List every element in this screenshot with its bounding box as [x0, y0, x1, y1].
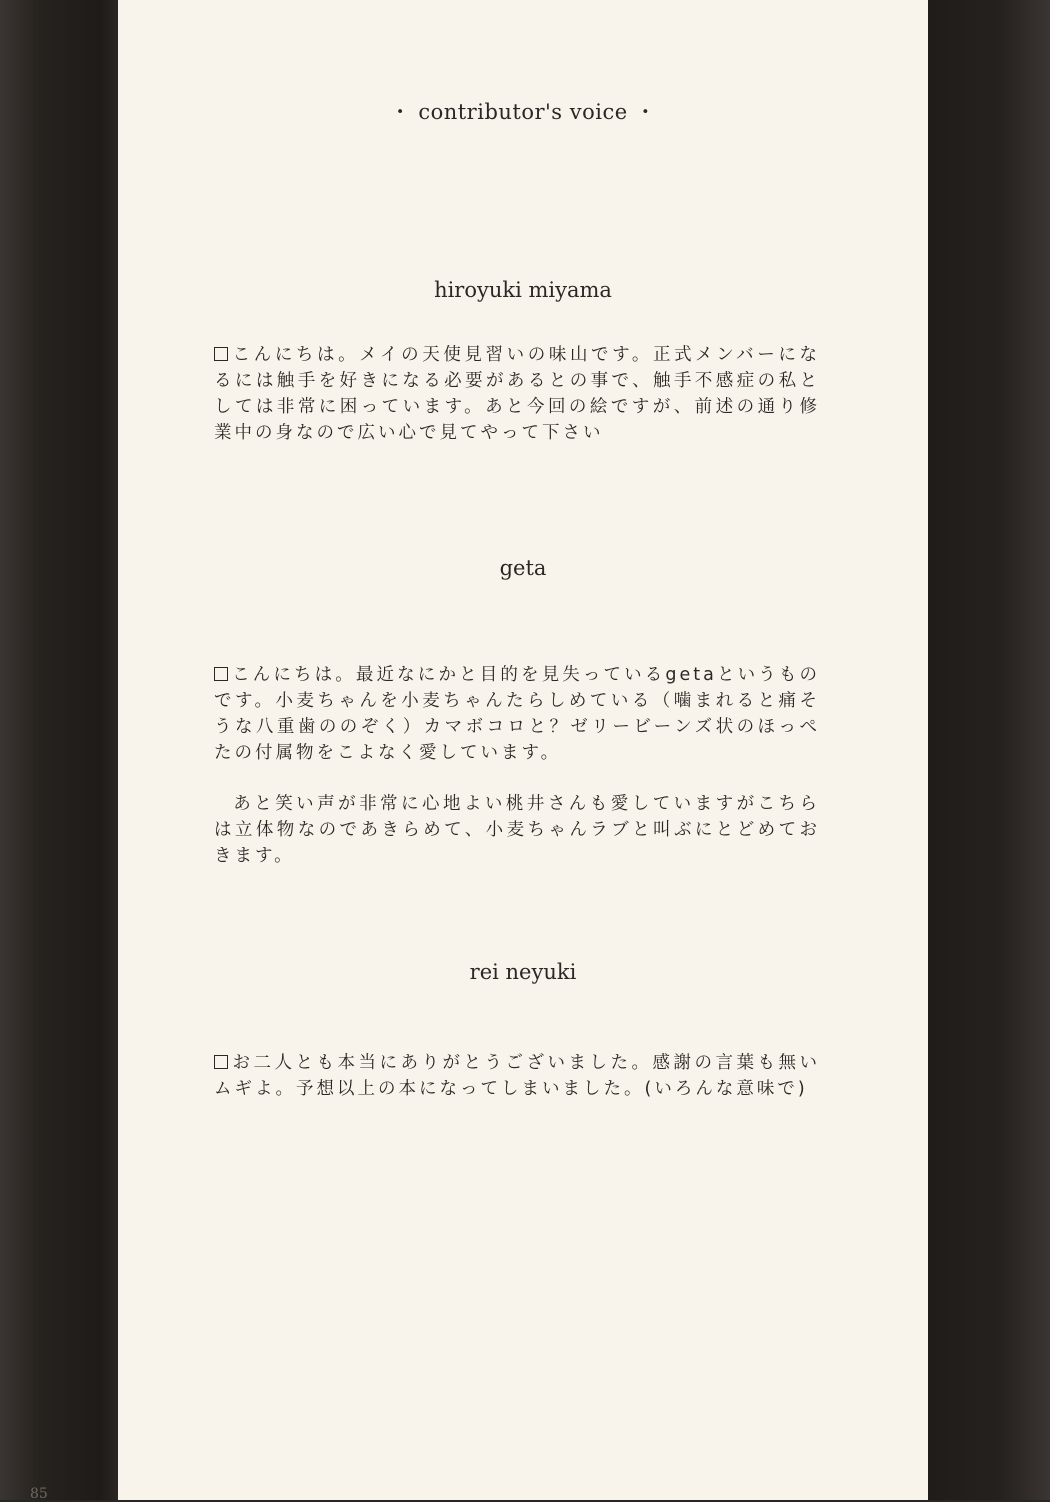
contributor-name: hiroyuki miyama — [434, 278, 612, 302]
contributor-message — [214, 342, 820, 446]
page-number: 85 — [30, 1486, 48, 1502]
scan-border-left — [0, 0, 118, 1500]
message-text: こんにちは。メイの天使見習いの味山です。正式メンバーになるには触手を好きになる必要があるとの事で、触手不感症の私としては非常に困っています。あと今回の絵ですが、前述の通り修業中の身なので広い心で見てやって下さい — [214, 345, 820, 443]
page — [118, 0, 928, 1500]
page-title: ・ contributor's voice ・ — [389, 100, 657, 124]
checkbox-square-icon — [214, 667, 228, 681]
message-text: こんにちは。最近なにかと目的を見失っているgetaというものです。小麦ちゃんを小麦ちゃんたらしめている（噛まれると痛そうな八重歯ののぞく）カマボコロと？ゼリービーンズ状のほっぺたの付属物をこよなく愛しています。 — [214, 665, 820, 763]
contributor-message: あと笑い声が非常に心地よい桃井さんも愛していますがこちらは立体物なのであきらめて、小麦ちゃんラブと叫ぶにとどめておきます。 — [214, 794, 820, 866]
checkbox-square-icon — [214, 347, 228, 361]
contributor-message — [214, 1050, 820, 1102]
contributor-message — [214, 662, 820, 766]
scan-border-right — [928, 0, 1050, 1500]
contributor-name: rei neyuki — [469, 960, 577, 984]
contributor-name: geta — [499, 556, 547, 580]
checkbox-square-icon — [214, 1055, 228, 1069]
message-text: お二人とも本当にありがとうございました。感謝の言葉も無いムギよ。予想以上の本になってしまいました。(いろんな意味で) — [214, 1053, 820, 1099]
